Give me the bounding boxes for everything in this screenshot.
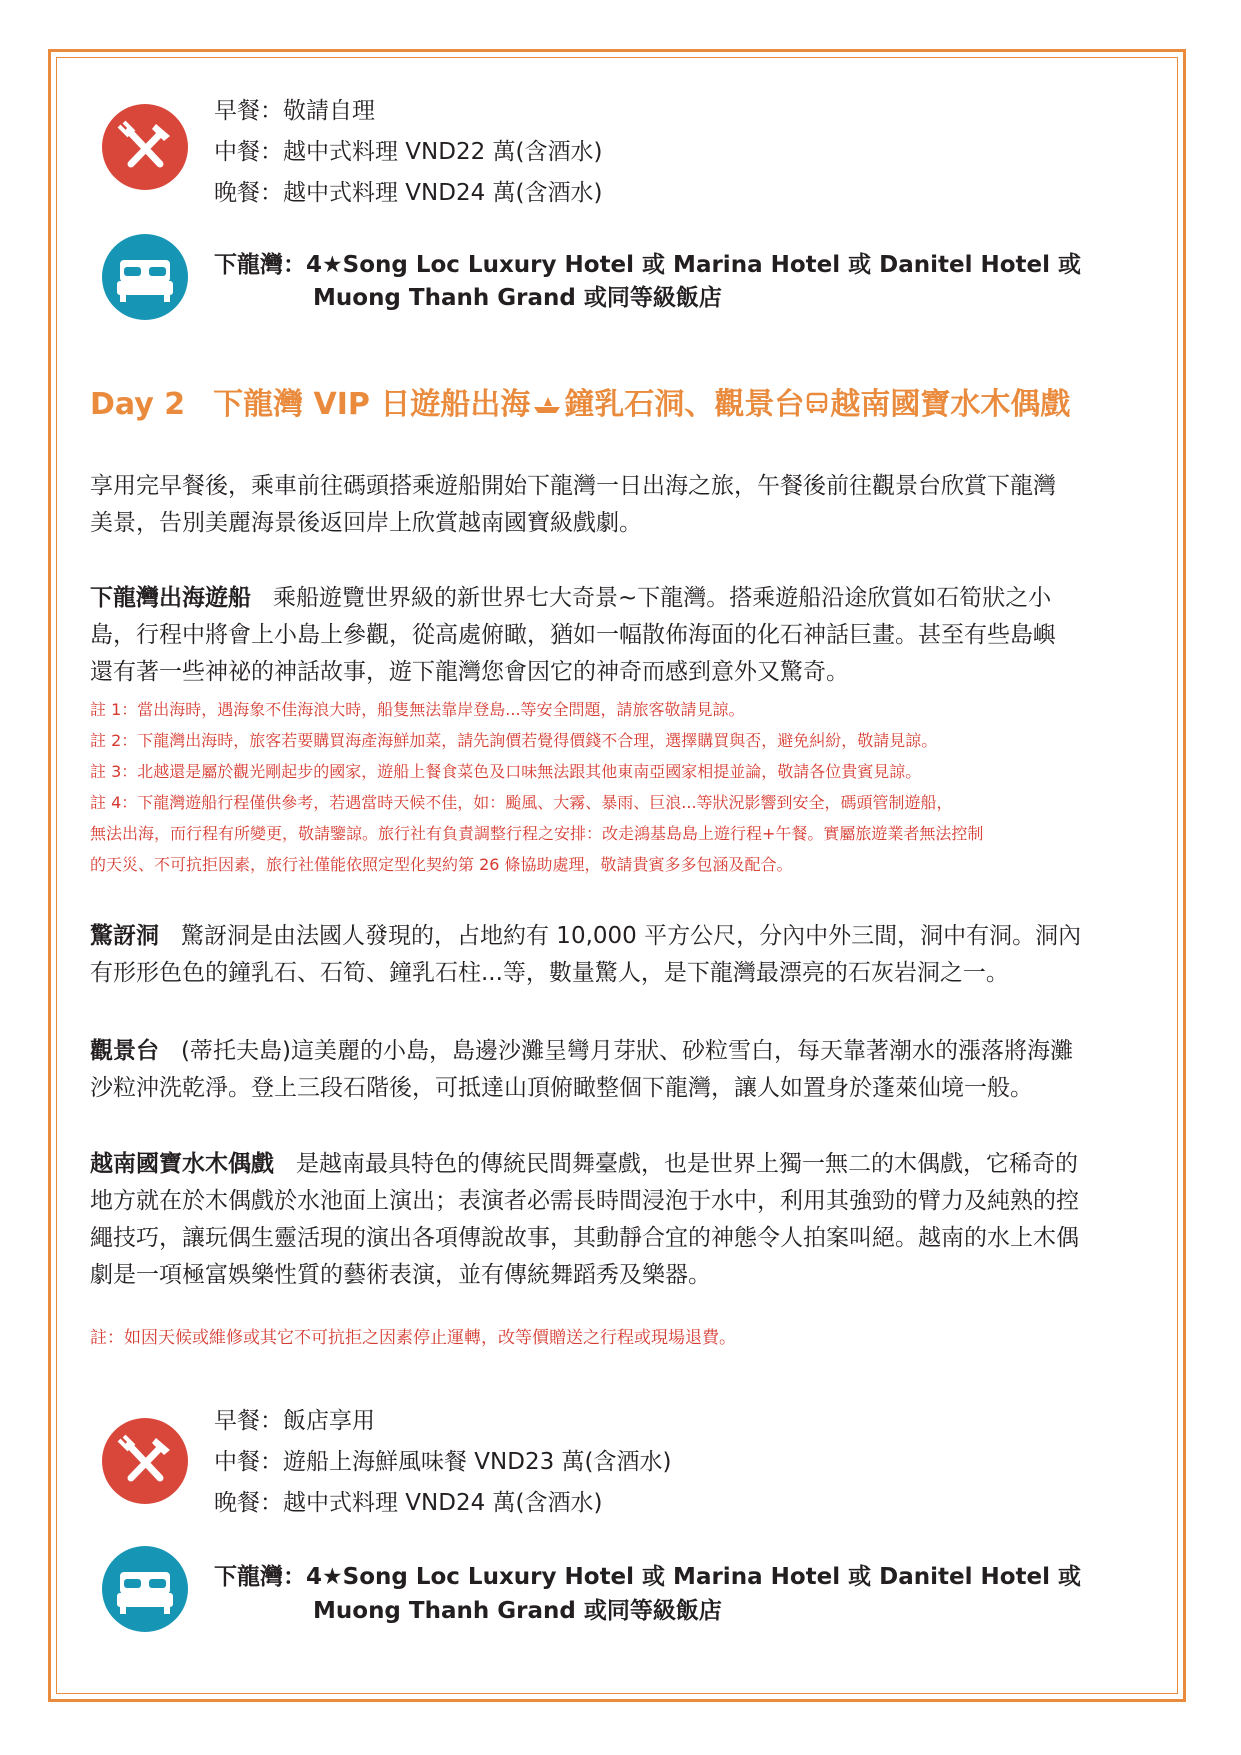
day-title-part2: 鐘乳石洞、觀景台 (564, 387, 805, 422)
day-label: Day 2 (90, 387, 186, 422)
cruise-paragraph (90, 580, 1150, 691)
viewpoint-paragraph (90, 1033, 1150, 1107)
day-title (90, 385, 1070, 426)
hotel-line-2: Muong Thanh Grand 或同等級飯店 (313, 285, 722, 311)
bed-icon (102, 1546, 188, 1632)
intro-paragraph (90, 468, 1150, 542)
puppet-line: 劇是一項極富娛樂性質的藝術表演，並有傳統舞蹈秀及樂器。 (90, 1262, 711, 1288)
note-line: 註 1：當出海時，遇海象不佳海浪大時，船隻無法靠岸登島...等安全問題，請旅客敬請見諒。 (90, 700, 745, 719)
cruise-line: 乘船遊覽世界級的新世界七大奇景~下龍灣。搭乘遊船沿途欣賞如石筍狀之小 (273, 585, 1052, 611)
day-title-part3: 越南國寶水木偶戲 (830, 387, 1071, 422)
cave-line: 有形形色色的鐘乳石、石筍、鐘乳石柱...等，數量驚人，是下龍灣最漂亮的石灰岩洞之一。 (90, 960, 1009, 986)
boat-icon (532, 386, 562, 426)
puppet-line: 繩技巧，讓玩偶生靈活現的演出各項傳說故事，其動靜合宜的神態令人拍案叫絕。越南的水上木偶 (90, 1225, 1079, 1251)
hotel-line-1: 下龍灣：4★Song Loc Luxury Hotel 或 Marina Hotel 或 Danitel Hotel 或 (214, 1564, 1082, 1590)
fork-knife-icon (102, 104, 188, 190)
day-title-part1: 下龍灣 VIP 日遊船出海 (213, 387, 531, 422)
note-line: 的天災、不可抗拒因素，旅行社僅能依照定型化契約第 26 條協助處理，敬請貴賓多多包涵及配合。 (90, 855, 793, 874)
note-line: 無法出海，而行程有所變更，敬請鑒諒。旅行社有負責調整行程之安排：改走鴻基島島上遊行程+午餐。實屬旅遊業者無法控制 (90, 824, 984, 843)
viewpoint-label: 觀景台 (90, 1038, 159, 1064)
meal-dinner: 晚餐：越中式料理 VND24 萬(含酒水) (214, 180, 603, 206)
hotel-line-2: Muong Thanh Grand 或同等級飯店 (313, 1598, 722, 1624)
hotel-line-1: 下龍灣：4★Song Loc Luxury Hotel 或 Marina Hotel 或 Danitel Hotel 或 (214, 252, 1082, 278)
cave-label: 驚訝洞 (90, 923, 159, 949)
cruise-label: 下龍灣出海遊船 (90, 585, 251, 611)
intro-line: 享用完早餐後，乘車前往碼頭搭乘遊船開始下龍灣一日出海之旅，午餐後前往觀景台欣賞下龍灣 (90, 473, 1056, 499)
meal-breakfast: 早餐：飯店享用 (214, 1408, 375, 1434)
note-line: 註 4：下龍灣遊船行程僅供參考，若遇當時天候不佳，如：颱風、大霧、暴雨、巨浪...等狀況影響到安全，碼頭管制遊船， (90, 793, 953, 812)
cruise-line: 島，行程中將會上小島上參觀，從高處俯瞰，猶如一幅散佈海面的化石神話巨畫。甚至有些島嶼 (90, 622, 1056, 648)
meal-lunch: 中餐：遊船上海鮮風味餐 VND23 萬(含酒水) (214, 1449, 672, 1475)
puppet-note: 註：如因天候或維修或其它不可抗拒之因素停止運轉，改等價贈送之行程或現場退費。 (90, 1328, 736, 1348)
note-line: 註 2：下龍灣出海時，旅客若要購買海產海鮮加菜，請先詢價若覺得價錢不合理，選擇購買與否，避免糾紛，敬請見諒。 (90, 731, 938, 750)
puppet-paragraph (90, 1146, 1150, 1294)
bed-icon (102, 234, 188, 320)
puppet-line: 地方就在於木偶戲於水池面上演出；表演者必需長時間浸泡于水中，利用其強勁的臂力及純熟的控 (90, 1188, 1079, 1214)
puppet-label: 越南國寶水木偶戲 (90, 1151, 274, 1177)
fork-knife-icon (102, 1418, 188, 1504)
puppet-line: 是越南最具特色的傳統民間舞臺戲，也是世界上獨一無二的木偶戲，它稀奇的 (296, 1151, 1078, 1177)
cruise-line: 還有著一些神祕的神話故事，遊下龍灣您會因它的神奇而感到意外又驚奇。 (90, 659, 849, 685)
cave-paragraph (90, 918, 1150, 992)
meal-lunch: 中餐：越中式料理 VND22 萬(含酒水) (214, 139, 603, 165)
viewpoint-line: (蒂托夫島)這美麗的小島，島邊沙灘呈彎月芽狀、砂粒雪白，每天靠著潮水的漲落將海灘 (181, 1038, 1073, 1064)
note-line: 註 3：北越還是屬於觀光剛起步的國家，遊船上餐食菜色及口味無法跟其他東南亞國家相提並論，敬請各位貴賓見諒。 (90, 762, 922, 781)
bus-icon (806, 386, 828, 426)
meal-dinner: 晚餐：越中式料理 VND24 萬(含酒水) (214, 1490, 603, 1516)
cave-line: 驚訝洞是由法國人發現的，占地約有 10,000 平方公尺，分內中外三間，洞中有洞。洞內 (181, 923, 1082, 949)
meal-breakfast: 早餐：敬請自理 (214, 98, 375, 124)
intro-line: 美景，告別美麗海景後返回岸上欣賞越南國寶級戲劇。 (90, 510, 642, 536)
viewpoint-line: 沙粒沖洗乾淨。登上三段石階後，可抵達山頂俯瞰整個下龍灣，讓人如置身於蓬萊仙境一般。 (90, 1075, 1033, 1101)
